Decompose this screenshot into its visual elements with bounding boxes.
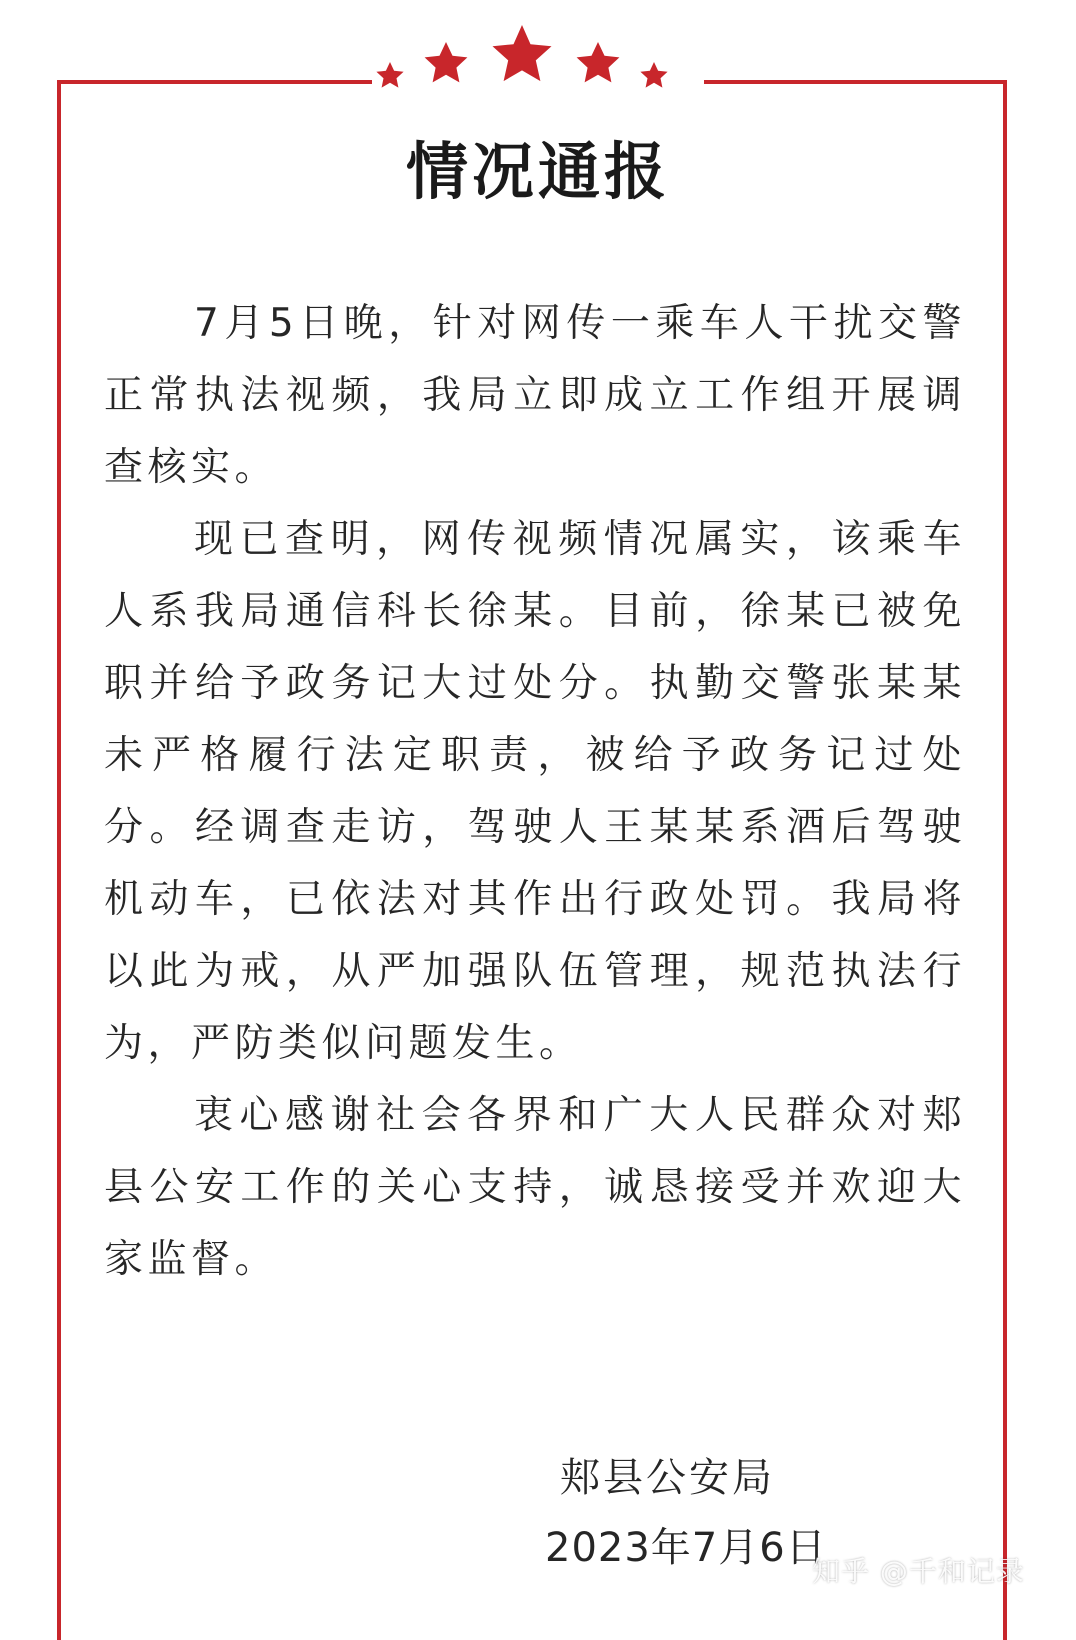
- star-icon: [640, 62, 667, 88]
- paragraph-1: 7月5日晚，针对网传一乘车人干扰交警正常执法视频，我局立即成立工作组开展调查核实。: [104, 301, 966, 490]
- star-icon: [376, 62, 403, 88]
- star-icon: [493, 25, 552, 81]
- star-icon: [577, 42, 620, 82]
- red-stars-decoration: [372, 20, 704, 100]
- star-icon: [425, 42, 468, 82]
- signature-organization: 郏县公安局: [560, 1455, 775, 1501]
- paragraph-2: 现已查明，网传视频情况属实，该乘车人系我局通信科长徐某。目前，徐某已被免职并给予政务记大过处分。执勤交警张某某未严格履行法定职责，被给予政务记过处分。经调查走访，驾驶人王某某系酒后驾驶机动车，已依法对其作出行政处罚。我局将以此为戒，从严加强队伍管理，规范执法行为，严防类似问题发生。: [104, 517, 966, 1066]
- notice-body: [104, 288, 966, 1296]
- signature-date: 2023年7月6日: [545, 1525, 827, 1571]
- paragraph-3: 衷心感谢社会各界和广大人民群众对郏县公安工作的关心支持，诚恳接受并欢迎大家监督。: [104, 1093, 966, 1282]
- watermark: 知乎 @千和记录: [812, 1555, 1025, 1588]
- page-title: 情况通报: [405, 135, 670, 208]
